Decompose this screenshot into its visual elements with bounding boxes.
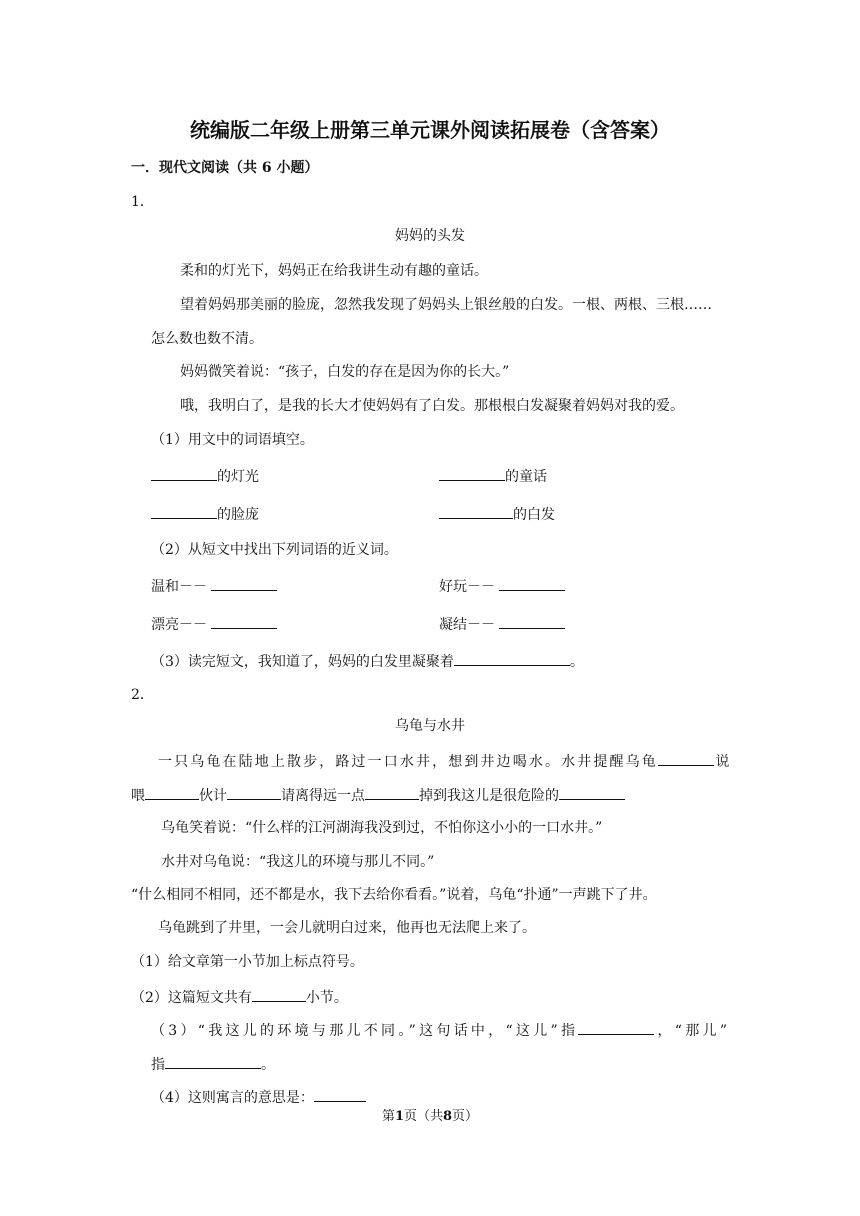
answer-blank[interactable]	[439, 465, 505, 481]
question-1-number: 1．	[131, 194, 154, 210]
passage-1-paragraph-3: 妈妈微笑着说：“孩子，白发的存在是因为你的长大。”	[180, 364, 510, 380]
passage-2-paragraph-3: 水井对乌龟说：“我这儿的环境与那儿不同。”	[161, 854, 435, 870]
passage-2-paragraph-1a: 一只乌龟在陆地上散步，路过一口水井，想到井边喝水。水井提醒乌龟 说	[158, 750, 730, 772]
question-2-part-3a: （3）“我这儿的环境与那儿不同。”这句话中，“这儿”指 ，“那儿”	[151, 1019, 727, 1041]
passage-2-paragraph-2: 乌龟笑着说：“什么样的江河湖海我没到过，不怕你这小小的一口水井。”	[161, 820, 603, 836]
question-2-part-4: （4）这则寓言的意思是：	[151, 1086, 366, 1108]
question-2-part-2: （2）这篇短文共有 小节。	[131, 986, 348, 1008]
answer-blank[interactable]	[578, 1019, 654, 1035]
answer-blank[interactable]	[211, 575, 277, 591]
answer-blank[interactable]	[439, 503, 513, 519]
answer-blank[interactable]	[499, 575, 565, 591]
answer-blank[interactable]	[559, 784, 625, 800]
answer-blank[interactable]	[658, 750, 714, 766]
answer-blank[interactable]	[151, 503, 217, 519]
answer-blank[interactable]	[454, 650, 570, 666]
passage-1-paragraph-2b: 怎么数也数不清。	[151, 331, 263, 347]
fill-blank-1: 的灯光	[151, 465, 259, 487]
passage-2-paragraph-4: “什么相同不相同，还不都是水，我下去给你看看。”说着，乌龟“扑通”一声跳下了井。	[131, 887, 657, 903]
fill-blank-2: 的童话	[439, 465, 547, 487]
current-page-number: 1	[394, 1109, 404, 1124]
answer-blank[interactable]	[314, 1086, 366, 1102]
synonym-item-1: 温和－－	[151, 575, 277, 597]
answer-blank[interactable]	[211, 613, 277, 629]
passage-1-title: 妈妈的头发	[395, 228, 465, 244]
passage-2-paragraph-1b: 喂 伙计 请离得远一点 掉到我这儿是很危险的	[131, 784, 625, 806]
question-1-part-2: （2）从短文中找出下列词语的近义词。	[151, 542, 398, 558]
synonym-item-2: 好玩－－	[439, 575, 565, 597]
question-2-number: 2．	[131, 687, 154, 703]
passage-1-paragraph-4: 哦，我明白了，是我的长大才使妈妈有了白发。那根根白发凝聚着妈妈对我的爱。	[180, 398, 684, 414]
answer-blank[interactable]	[227, 784, 281, 800]
passage-2-paragraph-5: 乌龟跳到了井里，一会儿就明白过来，他再也无法爬上来了。	[158, 920, 536, 936]
question-2-part-3b: 指 。	[151, 1053, 275, 1075]
page-footer: 第1页（共8页）	[381, 1109, 479, 1124]
fill-blank-3: 的脸庞	[151, 503, 259, 525]
passage-1-paragraph-2a: 望着妈妈那美丽的脸庞，忽然我发现了妈妈头上银丝般的白发。一根、两根、三根……	[180, 297, 712, 313]
question-1-part-1: （1）用文中的词语填空。	[151, 432, 314, 448]
answer-blank[interactable]	[252, 986, 306, 1002]
answer-blank[interactable]	[165, 1053, 261, 1069]
section-heading: 一．现代文阅读（共 6 小题）	[131, 160, 319, 176]
fill-blank-4: 的白发	[439, 503, 555, 525]
passage-1-paragraph-1: 柔和的灯光下，妈妈正在给我讲生动有趣的童话。	[180, 263, 488, 279]
passage-2-title: 乌龟与水井	[395, 718, 465, 734]
question-1-part-3: （3）读完短文，我知道了，妈妈的白发里凝聚着 。	[151, 650, 584, 672]
answer-blank[interactable]	[151, 465, 217, 481]
answer-blank[interactable]	[365, 784, 419, 800]
question-2-part-1: （1）给文章第一小节加上标点符号。	[131, 954, 364, 970]
synonym-item-4: 凝结－－	[439, 613, 565, 635]
document-title: 统编版二年级上册第三单元课外阅读拓展卷（含答案）	[190, 118, 670, 142]
answer-blank[interactable]	[499, 613, 565, 629]
total-pages: 8	[443, 1109, 453, 1124]
answer-blank[interactable]	[145, 784, 199, 800]
synonym-item-3: 漂亮－－	[151, 613, 277, 635]
